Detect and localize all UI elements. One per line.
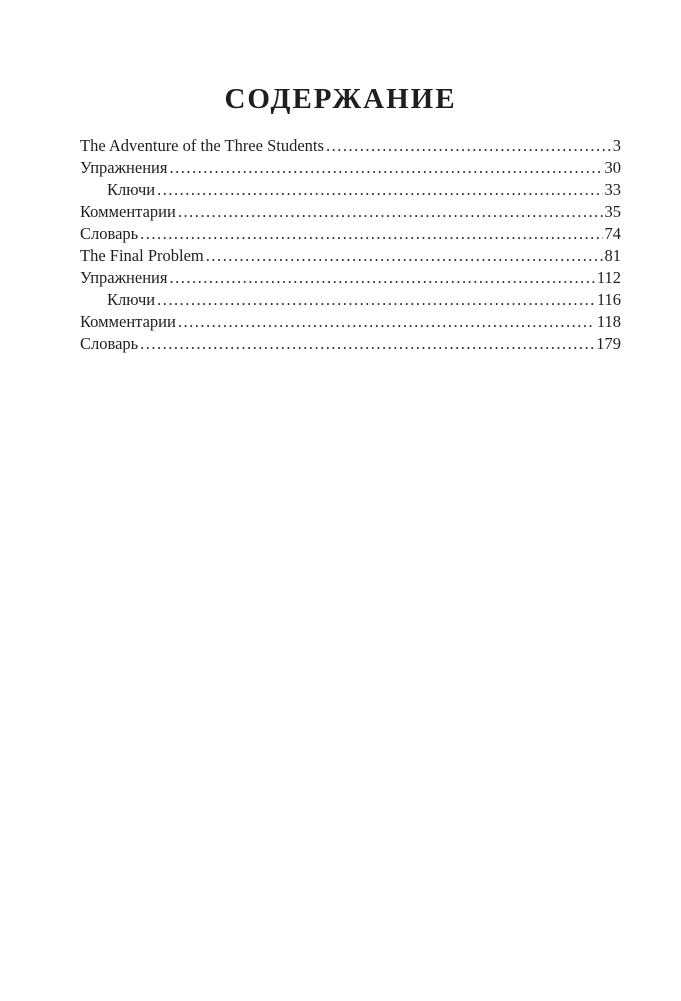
toc-entry-page: 3 <box>612 136 621 155</box>
toc-entry-page: 112 <box>596 268 621 287</box>
dot-leader <box>140 223 602 245</box>
toc-entry-page: 33 <box>604 180 621 199</box>
toc-entry-page: 118 <box>596 312 621 331</box>
toc-subentry <box>80 289 621 311</box>
toc-entry-label: The Final Problem <box>80 246 204 265</box>
dot-leader <box>206 245 603 267</box>
toc-entry <box>80 333 621 355</box>
toc-subentry <box>80 179 621 201</box>
toc-entry <box>80 267 621 289</box>
table-of-contents <box>80 135 621 355</box>
toc-entry-page: 81 <box>604 246 621 265</box>
dot-leader <box>169 267 594 289</box>
dot-leader <box>169 157 602 179</box>
toc-entry-label: The Adventure of the Three Students <box>80 136 324 155</box>
toc-entry-page: 74 <box>604 224 621 243</box>
dot-leader <box>326 135 611 157</box>
dot-leader <box>140 333 594 355</box>
toc-entry-label: Комментарии <box>80 202 176 221</box>
toc-entry-label: Ключи <box>107 290 156 309</box>
toc-entry <box>80 157 621 179</box>
toc-entry-label: Ключи <box>107 180 156 199</box>
toc-entry-label: Словарь <box>80 224 139 243</box>
dot-leader <box>178 201 603 223</box>
page-title: СОДЕРЖАНИЕ <box>224 83 457 116</box>
dot-leader <box>157 179 602 201</box>
toc-entry <box>80 201 621 223</box>
toc-entry <box>80 223 621 245</box>
dot-leader <box>178 311 595 333</box>
toc-entry <box>80 311 621 333</box>
toc-entry <box>80 245 621 267</box>
toc-entry-label: Словарь <box>80 334 139 353</box>
toc-entry-label: Упражнения <box>80 158 168 177</box>
dot-leader <box>157 289 595 311</box>
toc-entry <box>80 135 621 157</box>
toc-entry-label: Комментарии <box>80 312 176 331</box>
toc-entry-page: 179 <box>596 334 621 353</box>
toc-entry-page: 30 <box>604 158 621 177</box>
toc-entry-page: 35 <box>604 202 621 221</box>
toc-entry-label: Упражнения <box>80 268 168 287</box>
toc-entry-page: 116 <box>596 290 621 309</box>
